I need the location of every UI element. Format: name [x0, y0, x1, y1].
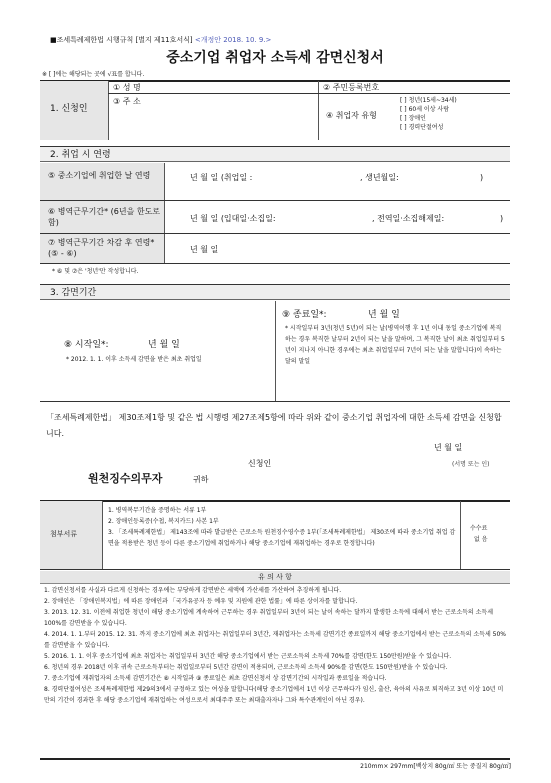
start-date-field[interactable]: 년 월 일 [148, 340, 180, 350]
application-date[interactable]: 년 월 일 [434, 443, 463, 452]
recipient-suffix: 귀하 [193, 475, 209, 484]
type-option-career-break[interactable]: [ ] 경력단절여성 [400, 124, 444, 131]
attachment-item: 2. 장애인등록증(수첩, 복지카드) 사본 1부 [108, 518, 219, 525]
recipient-title: 원천징수의무자 [88, 472, 163, 485]
note-item: 4. 2014. 1. 1.부터 2015. 12. 31. 까지 중소기업에 최초 취업자는 취업일부터 3년간, 재취업자는 소득세 감면기간 종료일까지 해당 중소기업에서 받는 근로소득의 소득세 50%를 감면받을 수 있습니다. [44, 631, 507, 649]
checkbox-senior[interactable]: [ ] [400, 106, 407, 113]
checkbox-youth[interactable]: [ ] [400, 97, 407, 104]
note-item: 8. 경력단절여성은 조세특례제한법 제29의3에서 규정하고 있는 여성을 말합니다(해당 중소기업에서 1년 이상 근무하다가 임신, 출산, 육아의 사유로 퇴직하고 3년 이상 10년 미만의 기간이 경과한 후 해당 중소기업에 재취업하는 여성으로서 최대주주 또는 최대출자자나 그와 특수관계인이 아닌 경우). [44, 686, 504, 704]
note-item: 5. 2016. 1. 1. 이후 중소기업에 최초 취업자는 취업일부터 3년간 해당 중소기업에서 받는 근로소득의 소득세 70%를 감면(한도 150만원)받을 수 있습니다. [44, 653, 452, 660]
fee-label: 수수료 [470, 525, 488, 532]
application-statement: 「조세특례제한법」 제30조제1항 및 같은 법 시행령 제27조제5항에 따라 위와 같이 중소기업 취업자에 대한 소득세 감면을 신청합니다. [46, 413, 502, 438]
row5-close: ) [480, 173, 484, 182]
applicant-section-label: 1. 신청인 [50, 104, 88, 114]
paper-spec: 210mm× 297mm[백상지 80g/㎡ 또는 중질지 80g/㎡] [360, 763, 511, 770]
attachment-item: 3. 「조세특례제한법」 제143조에 따라 발급받은 근로소득 원천징수영수증 1부(「조세특례제한법」 제30조에 따라 중소기업 취업 감면을 적용받은 청년 등이 다른 중소기업에 취업하거나 해당 중소기업에 재취업하는 경우로 한정합니다) [108, 529, 456, 547]
row5-date[interactable]: 년 월 일 (취업일 : [190, 173, 253, 182]
notes-title: 유 의 사 항 [258, 573, 292, 581]
section2-note: * ⑥ 및 ⑦은 '청년'만 작성합니다. [52, 268, 139, 275]
type-option-senior[interactable]: [ ] 60세 이상 사람 [400, 106, 450, 113]
signer-label: 신청인 [248, 459, 272, 468]
regulation-text: ■조세특례제한법 시행규칙 [별지 제11호서식] [50, 36, 193, 44]
section-3-title: 3. 감면기간 [40, 284, 510, 300]
notes-list [44, 585, 506, 706]
end-date-field[interactable]: 년 월 일 [368, 310, 400, 320]
row6-close: ) [500, 214, 504, 223]
start-date-note: * 2012. 1. 1. 이후 소득세 감면을 받은 최초 취업일 [66, 356, 202, 363]
checkbox-career-break[interactable]: [ ] [400, 124, 407, 131]
revision-text: <개정안 2018. 10. 9.> [194, 36, 272, 44]
row7-label: ⑦ 병역근무기간 차감 후 연령*(⑤ - ⑥) [48, 238, 155, 258]
form-regulation [50, 35, 271, 45]
start-date-label: ⑧ 시작일*: [64, 340, 109, 350]
row6-discharge[interactable]: , 전역일·소집해제일: [372, 214, 445, 223]
note-item: 7. 중소기업에 재취업자의 소득세 감면기간은 ⑧ 시작일과 ⑨ 종료일은 최초 감면신청서 상 감면기간의 시작일과 종료일을 적습니다. [44, 675, 387, 682]
row5-birth[interactable]: , 생년월일: [360, 173, 399, 182]
employee-type-options [400, 96, 457, 132]
note-item: 3. 2013. 12. 31. 이전에 취업한 청년이 해당 중소기업에 계속하여 근무하는 경우 취업일부터 3년이 되는 날이 속하는 달까지 발생한 소득에 대해서 받는 근로소득의 소득세 100%를 감면받을 수 있습니다. [44, 609, 494, 627]
attachments-list [108, 505, 456, 549]
end-date-note: * 시작일부터 3년(청년 5년)이 되는 날(병역이행 후 1년 이내 동일 중소기업에 복직하는 경우 복직한 날부터 2년이 되는 날을 말하며, 그 복직한 날이 최초 취업일부터 5년이 지나지 아니한 경우에는 최초 취업일부터 7년이 되는 날을 말합니다)이 속하는 달의 말일 [285, 325, 505, 365]
form-title: 중소기업 취업자 소득세 감면신청서 [166, 50, 384, 66]
type-option-youth[interactable]: [ ] 청년(15세~34세) [400, 97, 457, 104]
signature-hint[interactable]: (서명 또는 인) [452, 461, 490, 468]
row6-date[interactable]: 년 월 일 (입대일·소집일: [190, 214, 276, 223]
attachment-item: 1. 병역복무기간을 증명하는 서류 1부 [108, 507, 207, 514]
employee-type-label: ④ 취업자 유형 [326, 111, 377, 120]
type-option-disabled[interactable]: [ ] 장애인 [400, 115, 426, 122]
checkbox-note: ※ [ ]에는 해당되는 곳에 √표를 합니다. [42, 71, 145, 78]
end-date-label: ⑨ 종료일*: [282, 310, 327, 320]
name-field[interactable]: ① 성 명 [113, 83, 141, 92]
note-item: 1. 감면신청서를 사실과 다르게 신청하는 경우에는 부당하게 감면받은 세액에 가산세를 가산하여 추징하게 됩니다. [44, 587, 342, 594]
row7-date[interactable]: 년 월 일 [190, 245, 219, 254]
rrn-field[interactable]: ② 주민등록번호 [323, 83, 380, 92]
note-item: 2. 장애인은 「장애인복지법」에 따른 장애인과 「국가유공자 등 예우 및 지원에 관한 법률」에 따른 상이자를 말합니다. [44, 598, 358, 605]
fee-value: 없 음 [474, 536, 488, 543]
checkbox-disabled[interactable]: [ ] [400, 115, 407, 122]
address-field[interactable]: ③ 주 소 [113, 97, 141, 106]
row5-label: ⑤ 중소기업에 취업한 날 연령 [48, 171, 151, 180]
row6-label: ⑥ 병역근무기간* (6년을 한도로 함) [48, 207, 161, 227]
section-2-title: 2. 취업 시 연령 [40, 146, 510, 162]
note-item: 6. 청년의 경우 2018년 이후 귀속 근로소득부터는 취업일로부터 5년간 감면이 적용되며, 근로소득의 소득세 90%를 감면(한도 150만원)받을 수 있습니다. [44, 664, 448, 671]
attachments-label: 첨부서류 [50, 530, 78, 538]
